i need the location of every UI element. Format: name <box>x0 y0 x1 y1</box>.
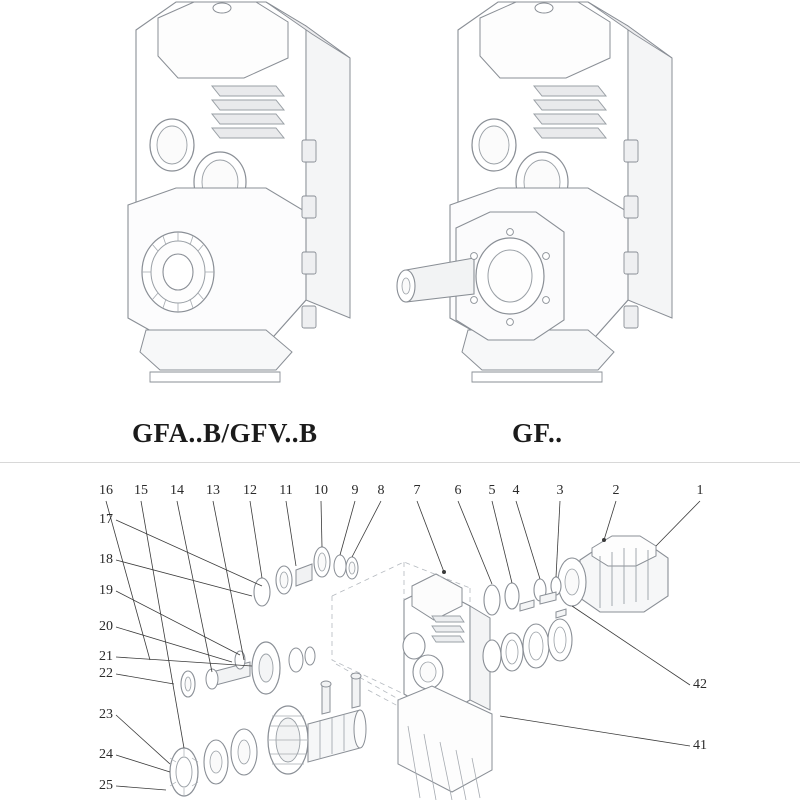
callout-number-left-21: 21 <box>99 649 113 664</box>
exploded-housing <box>398 574 492 800</box>
callout-number-top-8: 8 <box>377 483 385 498</box>
callout-number-top-3: 3 <box>556 483 564 498</box>
callout-number-left-17: 17 <box>99 512 113 527</box>
callout-number-left-22: 22 <box>99 666 113 681</box>
gearbox-view-left <box>128 2 350 382</box>
caption-right: GF.. <box>512 418 563 448</box>
gear-shaft-upper <box>181 642 315 697</box>
callout-number-left-19: 19 <box>99 583 113 598</box>
callout-number-top-6: 6 <box>454 483 462 498</box>
callout-number-top-5: 5 <box>488 483 496 498</box>
callout-number-top-9: 9 <box>351 483 359 498</box>
small-parts-row <box>254 547 358 606</box>
callout-number-right-41: 41 <box>693 738 707 753</box>
ring-parts <box>483 577 572 672</box>
callout-number-top-11: 11 <box>279 483 293 498</box>
callout-number-top-16: 16 <box>99 483 113 498</box>
gearbox-view-right <box>397 2 672 382</box>
callout-number-top-7: 7 <box>413 483 421 498</box>
caption-left: GFA..B/GFV..B <box>132 418 318 448</box>
leader-lines-right <box>500 606 690 746</box>
callout-number-left-25: 25 <box>99 778 113 793</box>
callout-number-left-20: 20 <box>99 619 113 634</box>
callout-number-top-13: 13 <box>206 483 220 498</box>
callout-number-top-10: 10 <box>314 483 328 498</box>
callout-number-left-18: 18 <box>99 552 113 567</box>
exploded-assembly <box>106 501 700 800</box>
callout-number-right-42: 42 <box>693 677 707 692</box>
section-divider <box>0 462 800 463</box>
callout-number-top-15: 15 <box>134 483 148 498</box>
callout-number-top-4: 4 <box>512 483 520 498</box>
callout-number-top-2: 2 <box>612 483 620 498</box>
callout-number-left-23: 23 <box>99 707 113 722</box>
callout-number-top-12: 12 <box>243 483 257 498</box>
motor-unit <box>558 536 668 612</box>
callout-number-top-14: 14 <box>170 483 184 498</box>
callout-number-left-24: 24 <box>99 747 113 762</box>
callout-number-top-1: 1 <box>696 483 704 498</box>
